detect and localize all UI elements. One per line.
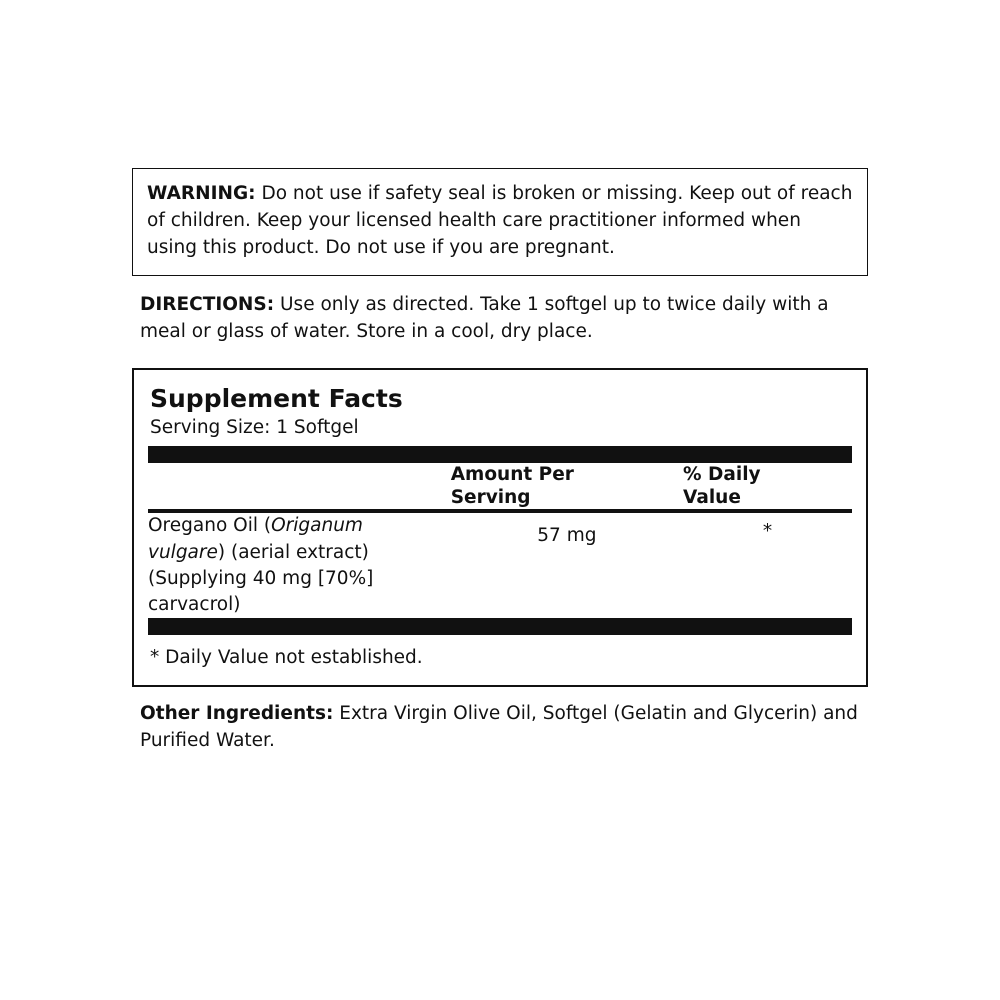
header-amount-line2: Serving — [450, 487, 531, 509]
ingredient-amount-cell: 57 mg — [537, 525, 597, 547]
header-dv-line2: Value — [683, 487, 741, 509]
serving-size-text: Serving Size: 1 Softgel — [150, 417, 359, 439]
other-ingredients-label: Other Ingredients: — [140, 703, 334, 725]
header-dv-line1: % Daily — [683, 464, 761, 486]
daily-value-footnote: * Daily Value not established. — [150, 647, 423, 669]
directions-body: Use only as directed. Take 1 softgel up to twice daily with a meal or glass of water. Store in a cool, dry place. — [140, 294, 829, 343]
header-amount-per-serving — [451, 463, 683, 509]
directions-block — [132, 292, 868, 346]
ingredient-latin-name-1: Origanum — [271, 515, 363, 537]
table-row — [148, 513, 852, 618]
ingredient-latin-name-2: vulgare — [148, 541, 218, 563]
supplement-facts-table — [148, 463, 852, 509]
directions-paragraph — [140, 292, 866, 346]
header-amount-line1: Amount Per — [450, 464, 574, 486]
supplement-label-sheet — [132, 168, 868, 755]
thick-rule-top — [148, 446, 852, 463]
warning-body: Do not use if safety seal is broken or missing. Keep out of reach of children. Keep your licensed health care practitioner informed when using this product. Do not use if you are pregnant. — [147, 183, 853, 258]
header-daily-value — [683, 463, 852, 509]
thick-rule-bottom — [148, 618, 852, 635]
warning-label: WARNING: — [147, 183, 256, 204]
ingredient-name-part1: Oregano Oil ( — [148, 515, 272, 537]
ingredient-daily-value-cell: * — [762, 521, 773, 543]
warning-paragraph — [147, 181, 853, 261]
ingredient-name-cell — [148, 513, 451, 618]
other-ingredients-block — [132, 701, 868, 755]
table-header-row — [148, 463, 852, 509]
supplement-facts-panel — [132, 368, 868, 687]
warning-box — [132, 168, 868, 276]
other-ingredients-paragraph — [140, 701, 866, 755]
supplement-facts-body — [148, 513, 852, 618]
header-nutrient-column — [148, 463, 451, 509]
directions-label: DIRECTIONS: — [140, 294, 275, 316]
other-ingredients-body: Extra Virgin Olive Oil, Softgel (Gelatin and Glycerin) and Purified Water. — [140, 703, 858, 752]
ingredient-name-part2: ) (aerial extract) (Supplying 40 mg [70%] carvacrol) — [148, 541, 374, 616]
supplement-facts-title: Supplement Facts — [150, 384, 403, 414]
